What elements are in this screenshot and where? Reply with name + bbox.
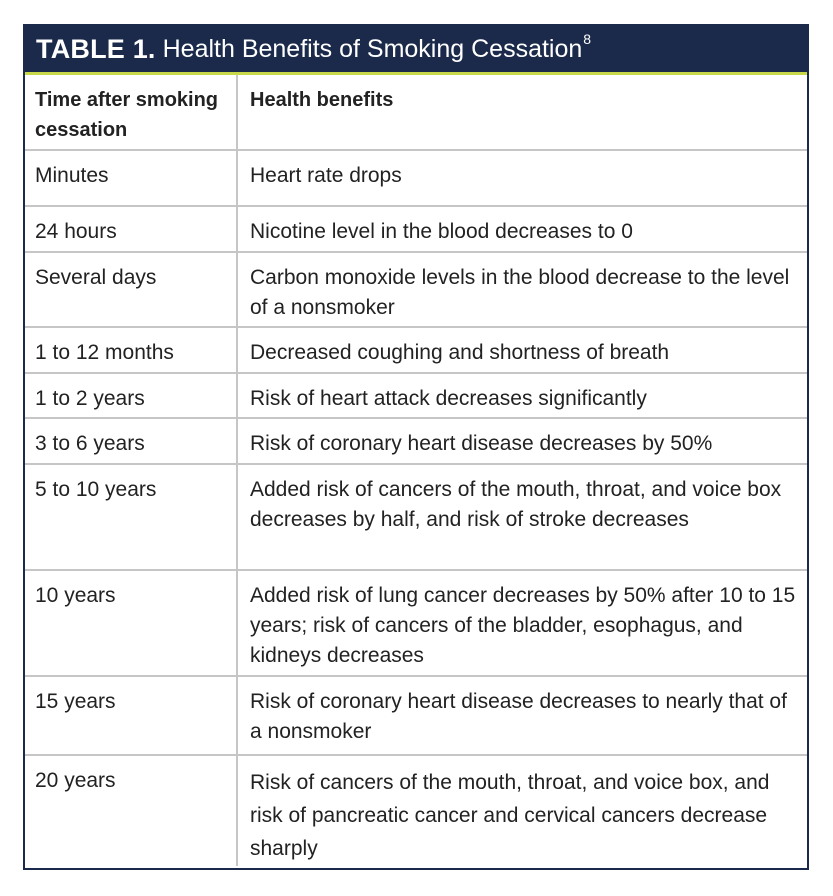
time-cell: 24 hours: [25, 207, 238, 251]
benefit-cell: Risk of coronary heart disease decreases by 50%: [250, 432, 713, 455]
column-header-time: Time after smoking cessation: [25, 75, 238, 149]
time-cell: 5 to 10 years: [25, 465, 238, 569]
table-header-row: [25, 75, 807, 151]
benefit-cell: Risk of heart attack decreases significantly: [250, 387, 647, 410]
time-cell: 1 to 2 years: [25, 374, 238, 417]
table-row: [25, 419, 807, 465]
table-row: [25, 328, 807, 374]
benefit-cell: Heart rate drops: [250, 164, 402, 187]
table-row: [25, 571, 807, 677]
time-cell: 1 to 12 months: [25, 328, 238, 372]
table-row: [25, 677, 807, 756]
time-cell: 3 to 6 years: [25, 419, 238, 463]
benefit-cell: Carbon monoxide levels in the blood decrease to the level of a nonsmoker: [250, 266, 790, 319]
benefit-cell: Added risk of cancers of the mouth, throat, and voice box decreases by half, and risk of stroke decreases: [250, 478, 782, 531]
time-cell: 20 years: [25, 756, 238, 866]
benefit-cell: Decreased coughing and shortness of breath: [250, 341, 670, 364]
benefit-cell: Added risk of lung cancer decreases by 50% after 10 to 15 years; risk of cancers of the bladder, esophagus, and kidneys decreases: [250, 584, 796, 667]
time-cell: 15 years: [25, 677, 238, 754]
benefits-table: [23, 24, 809, 870]
table-caption: Health Benefits of Smoking Cessation: [162, 34, 583, 63]
table-row: [25, 374, 807, 419]
table-row: [25, 253, 807, 328]
reference-superscript: 8: [583, 31, 592, 47]
time-cell: 10 years: [25, 571, 238, 675]
column-header-benefits: Health benefits: [250, 89, 394, 111]
table-title: [25, 26, 807, 75]
table-row: [25, 207, 807, 253]
table-row: [25, 756, 807, 866]
benefit-cell: Risk of coronary heart disease decreases to nearly that of a nonsmoker: [250, 690, 787, 743]
table-row: [25, 465, 807, 571]
benefit-cell: Nicotine level in the blood decreases to 0: [250, 220, 633, 243]
table-row: [25, 151, 807, 207]
time-cell: Several days: [25, 253, 238, 326]
table-number: TABLE 1.: [36, 33, 156, 64]
time-cell: Minutes: [25, 151, 238, 205]
benefit-cell: Risk of cancers of the mouth, throat, and voice box, and risk of pancreatic cancer and cervical cancers decrease sharply: [250, 771, 770, 860]
